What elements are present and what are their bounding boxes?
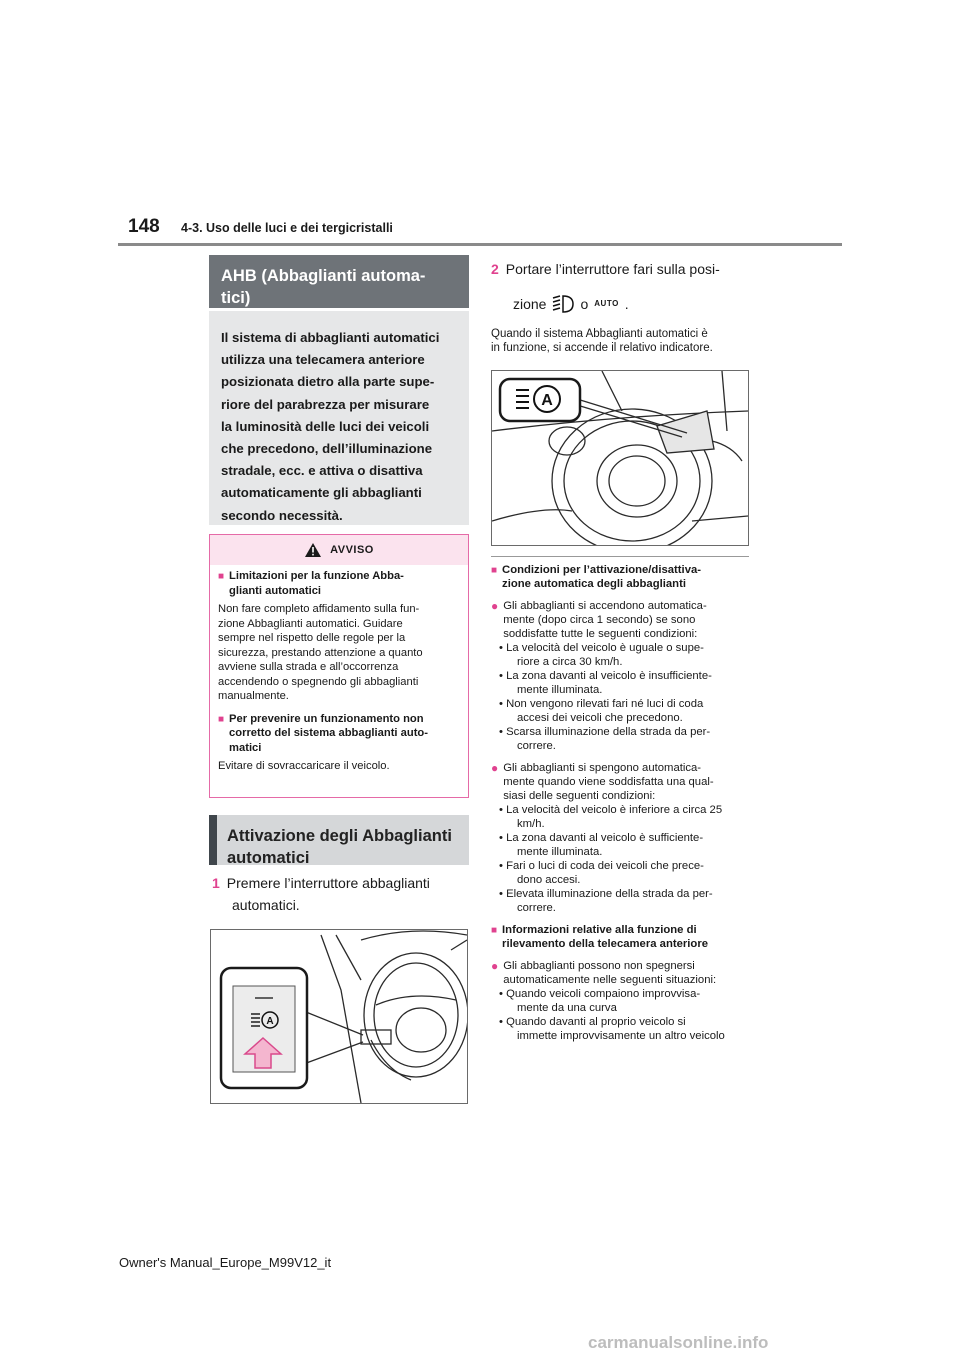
circle-bullet-icon: ● bbox=[491, 959, 499, 973]
text-line: accesi dei veicoli che precedono. bbox=[517, 712, 683, 724]
intro-line: secondo necessità. bbox=[221, 507, 343, 523]
title-activation bbox=[209, 815, 469, 865]
title-activation-line1: Attivazione degli Abbaglianti bbox=[227, 827, 452, 845]
condition-item bbox=[498, 887, 749, 915]
section-heading: 4-3. Uso delle luci e dei tergicristalli bbox=[181, 221, 393, 235]
title-activation-line2: automatici bbox=[227, 849, 310, 867]
step-number: 2 bbox=[491, 261, 499, 277]
warning-p1-line: sempre nel rispetto delle regole per la bbox=[218, 632, 406, 644]
text-line: • La velocità del veicolo è uguale o supe- bbox=[499, 642, 704, 654]
text-line: • Non vengono rilevati fari né luci di coda bbox=[499, 698, 704, 710]
text-line: automaticamente nelle seguenti situazioni: bbox=[503, 974, 717, 986]
step-1 bbox=[212, 872, 472, 916]
condition-item bbox=[498, 803, 749, 831]
camera-situations-list bbox=[491, 987, 749, 1043]
condition-item bbox=[498, 987, 749, 1015]
text-line: dono accesi. bbox=[517, 874, 581, 886]
condition-item bbox=[498, 697, 749, 725]
heading-line: rilevamento della telecamera anteriore bbox=[502, 938, 708, 950]
warning-h1-line: glianti automatici bbox=[229, 584, 322, 597]
text-line: mente (dopo circa 1 secondo) se sono bbox=[503, 614, 696, 626]
separator bbox=[491, 556, 749, 557]
intro-line: posizionata dietro alla parte supe- bbox=[221, 374, 435, 390]
square-bullet-icon: ■ bbox=[491, 925, 498, 936]
text-line: • La zona davanti al veicolo è insufficiente- bbox=[499, 670, 712, 682]
text-line: siasi delle seguenti condizioni: bbox=[503, 790, 656, 802]
text-line: • Elevata illuminazione della strada da per- bbox=[499, 888, 713, 900]
intro-line: che precedono, dell’illuminazione bbox=[221, 441, 433, 457]
warning-h1-line: Limitazioni per la funzione Abba- bbox=[229, 570, 404, 582]
step-2-line2: zione o AUTO . bbox=[491, 293, 751, 315]
header-rule bbox=[118, 243, 842, 246]
warning-paragraph-2: Evitare di sovraccaricare il veicolo. bbox=[218, 760, 390, 772]
note-line: in funzione, si accende il relativo indicatore. bbox=[491, 342, 713, 354]
watermark: carmanualsonline.info bbox=[588, 1333, 769, 1352]
warning-h2-line: Per prevenire un funzionamento non bbox=[229, 712, 424, 725]
steering-wheel-illustration bbox=[211, 930, 467, 1103]
svg-text:A: A bbox=[541, 392, 553, 409]
text-line: correre. bbox=[517, 740, 556, 752]
square-bullet-icon: ■ bbox=[218, 571, 225, 582]
step-number: 1 bbox=[212, 875, 220, 891]
text-line: km/h. bbox=[517, 818, 545, 830]
step-2 bbox=[491, 258, 751, 315]
text-line: riore a circa 30 km/h. bbox=[517, 656, 623, 668]
list-item bbox=[491, 599, 749, 641]
auto-label: AUTO bbox=[594, 299, 619, 308]
condition-item bbox=[498, 859, 749, 887]
circle-bullet-icon: ● bbox=[491, 761, 499, 775]
text-line: • La zona davanti al veicolo è sufficiente- bbox=[499, 832, 704, 844]
page-number: 148 bbox=[128, 216, 160, 237]
figure-indicator bbox=[491, 370, 749, 546]
condition-item bbox=[498, 641, 749, 669]
footer: Owner's Manual_Europe_M99V12_it bbox=[119, 1255, 332, 1270]
square-bullet-icon: ■ bbox=[491, 565, 498, 576]
text-line: Gli abbaglianti si spengono automatica- bbox=[503, 762, 702, 774]
conditions-heading bbox=[491, 563, 749, 591]
intro-line: riore del parabrezza per misurare bbox=[221, 396, 430, 412]
text-line: mente quando viene soddisfatta una qual- bbox=[503, 776, 714, 788]
text-line: • Quando davanti al proprio veicolo si bbox=[499, 1016, 686, 1028]
svg-text:A: A bbox=[266, 1016, 274, 1027]
warning-heading-2 bbox=[218, 712, 460, 756]
heading-line: Informazioni relative alla funzione di bbox=[502, 924, 697, 936]
step-1-text: automatici. bbox=[232, 897, 300, 913]
list-item bbox=[491, 959, 749, 987]
text-line: mente illuminata. bbox=[517, 684, 603, 696]
conditions-section bbox=[491, 563, 749, 1043]
off-conditions-list bbox=[491, 803, 749, 915]
title-ahb-line1: AHB (Abbaglianti automa- bbox=[221, 267, 426, 285]
text-line: immette improvvisamente un altro veicolo bbox=[517, 1030, 725, 1042]
note-line: Quando il sistema Abbaglianti automatici è bbox=[491, 328, 708, 340]
text-line: Gli abbaglianti si accendono automatica- bbox=[503, 600, 707, 612]
warning-heading-1 bbox=[218, 569, 460, 598]
warning-paragraph-1 bbox=[218, 602, 460, 704]
text-line: Gli abbaglianti possono non spegnersi bbox=[503, 960, 695, 972]
intro-line: utilizza una telecamera anteriore bbox=[221, 352, 425, 368]
warning-header bbox=[210, 535, 468, 565]
warning-h2-line: corretto del sistema abbaglianti auto- bbox=[229, 727, 428, 739]
step-2-text: Portare l’interruttore fari sulla posi- bbox=[505, 261, 720, 277]
warning-box bbox=[209, 534, 469, 798]
on-conditions-list bbox=[491, 641, 749, 753]
title-ahb-line2: tici) bbox=[221, 289, 251, 307]
heading-line: Condizioni per l’attivazione/disattiva- bbox=[502, 564, 702, 576]
step-2-note bbox=[491, 327, 749, 355]
text-line: • La velocità del veicolo è inferiore a circa 25 bbox=[499, 804, 723, 816]
intro-box bbox=[209, 311, 469, 525]
steering-wheel-illustration bbox=[492, 371, 748, 545]
figure-ahb-switch bbox=[210, 929, 468, 1104]
text-line: correre. bbox=[517, 902, 556, 914]
warning-p1-line: sicurezza, prestando attenzione a quanto bbox=[218, 646, 423, 659]
warning-p1-line: zione Abbaglianti automatici. Guidare bbox=[218, 617, 403, 630]
text-line: • Fari o luci di coda dei veicoli che prece- bbox=[499, 860, 704, 872]
warning-h2-line: matici bbox=[229, 741, 262, 754]
text-line: mente illuminata. bbox=[517, 846, 603, 858]
intro-line: stradale, ecc. e attiva o disattiva bbox=[221, 463, 423, 479]
step-1-text: Premere l’interruttore abbaglianti bbox=[226, 875, 430, 891]
condition-item bbox=[498, 725, 749, 753]
warning-p1-line: avviene sulla strada e all’occorrenza bbox=[218, 661, 399, 673]
condition-item bbox=[498, 1015, 749, 1043]
intro-line: Il sistema di abbaglianti automatici bbox=[221, 330, 440, 345]
list-item bbox=[491, 761, 749, 803]
title-ahb bbox=[209, 255, 469, 308]
camera-heading bbox=[491, 923, 749, 951]
text-line: • Scarsa illuminazione della strada da per- bbox=[499, 726, 711, 738]
text-line: • Quando veicoli compaiono improvvisa- bbox=[499, 988, 701, 1000]
step-2-or: o bbox=[580, 296, 589, 312]
intro-line: la luminosità delle luci dei veicoli bbox=[221, 418, 430, 434]
condition-item bbox=[498, 831, 749, 859]
headlight-icon bbox=[552, 294, 574, 314]
warning-p1-line: accendendo o spegnendo gli abbaglianti bbox=[218, 675, 419, 688]
text-line: soddisfatte tutte le seguenti condizioni: bbox=[503, 628, 698, 640]
warning-triangle-icon bbox=[304, 542, 322, 558]
step-2-text: zione bbox=[513, 296, 547, 312]
warning-p1-line: Non fare completo affidamento sulla fun- bbox=[218, 603, 420, 615]
square-bullet-icon: ■ bbox=[218, 713, 225, 725]
intro-line: automaticamente gli abbaglianti bbox=[221, 485, 422, 501]
text-line: mente da una curva bbox=[517, 1002, 617, 1014]
circle-bullet-icon: ● bbox=[491, 599, 499, 613]
warning-p1-line: manualmente. bbox=[218, 690, 289, 702]
warning-label: AVVISO bbox=[330, 544, 374, 556]
condition-item bbox=[498, 669, 749, 697]
heading-line: zione automatica degli abbaglianti bbox=[502, 578, 686, 590]
